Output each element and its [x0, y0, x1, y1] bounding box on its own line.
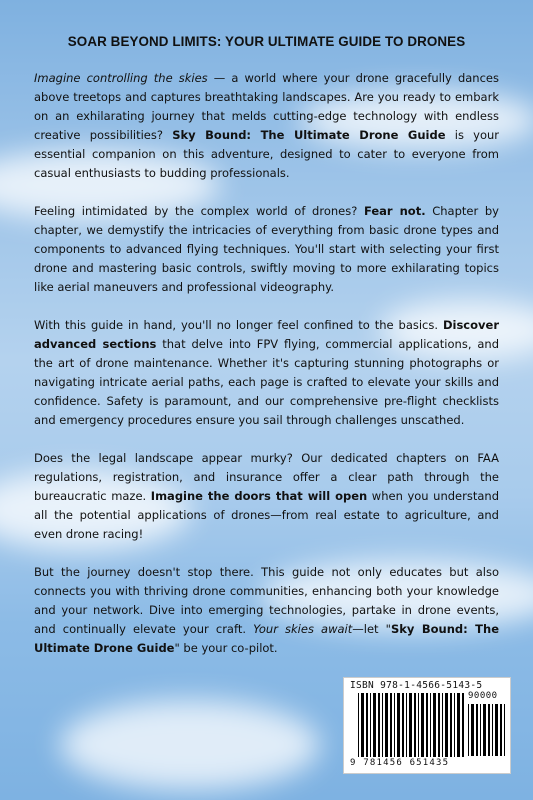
- barcode-bar: [483, 704, 486, 756]
- barcode-bar: [433, 693, 436, 757]
- cloud-decoration: [60, 700, 320, 790]
- barcode-bar: [370, 693, 371, 757]
- barcode-bar: [366, 693, 368, 757]
- bold-text: Fear not.: [363, 204, 426, 218]
- italic-text: Your skies await: [253, 622, 353, 636]
- barcode-bar: [504, 704, 505, 756]
- text-run: —let ": [352, 622, 391, 636]
- paragraph: [34, 69, 499, 183]
- description-body: [34, 69, 499, 658]
- isbn-label: ISBN 978-1-4566-5143-5: [350, 680, 483, 691]
- barcode-bar: [414, 693, 416, 757]
- price-addon-label: 90000: [468, 691, 498, 701]
- barcode-bar: [373, 693, 376, 757]
- barcode-bar: [495, 704, 498, 756]
- text-run: when you understand all the potential applications of drones—from real estate to agriculture, and even drone racing!: [34, 489, 499, 541]
- italic-text: Imagine controlling the skies: [34, 71, 208, 85]
- barcode-bar: [462, 693, 464, 757]
- page-title: SOAR BEYOND LIMITS: YOUR ULTIMATE GUIDE TO DRONES: [67, 34, 466, 49]
- barcode-bar: [418, 693, 419, 757]
- paragraph: [34, 449, 499, 544]
- barcode-bar: [426, 693, 428, 757]
- bold-text: Discover advanced sections: [34, 318, 499, 351]
- text-run: But the journey doesn't stop there. This guide not only educates but also connects you with thriving drone communities, enhancing both your knowledge and your network. Dive into emerging technologies, partake in drone events, and continually elevate your craft.: [34, 565, 499, 636]
- text-run: Does the legal landscape appear murky? Our dedicated chapters on FAA regulations, registration, and insurance offer a clear path through the bureaucratic maze.: [34, 451, 499, 503]
- barcode-bar: [488, 704, 490, 756]
- barcode-bar: [438, 693, 440, 757]
- barcode-bar: [361, 693, 364, 757]
- text-run: Chapter by chapter, we demystify the intricacies of everything from basic drone types and components to advanced flying techniques. You'll start with selecting your first drone and mastering basic controls, swiftly moving to more exhilarating topics like aerial maneuvers and professional videography.: [34, 204, 499, 294]
- barcode-bar: [406, 693, 407, 757]
- barcode-bar: [358, 693, 359, 757]
- text-run: " be your co-pilot.: [174, 641, 278, 655]
- barcode-bar: [421, 693, 424, 757]
- barcode-bar: [450, 693, 452, 757]
- isbn-barcode: [343, 677, 511, 774]
- barcode-bar: [402, 693, 404, 757]
- text-run: is your essential companion on this adventure, designed to cater to everyone from casual enthusiasts to budding professionals.: [34, 128, 499, 180]
- barcode-bar: [480, 704, 481, 756]
- paragraph: [34, 563, 499, 658]
- addon-barcode-bars: [468, 704, 506, 756]
- ean-digits: 9 781456 651435: [350, 758, 450, 768]
- barcode-bar: [390, 693, 392, 757]
- barcode-bar: [454, 693, 455, 757]
- barcode-bar: [500, 704, 502, 756]
- text-run: Feeling intimidated by the complex world of drones?: [34, 204, 364, 218]
- barcode-bar: [430, 693, 431, 757]
- barcode-bar: [382, 693, 383, 757]
- ean-barcode-bars: [358, 693, 464, 757]
- barcode-bar: [468, 704, 469, 756]
- barcode-bar: [385, 693, 388, 757]
- barcode-bar: [457, 693, 460, 757]
- bold-text: Imagine the doors that will open: [150, 489, 368, 503]
- bold-text: Sky Bound: The Ultimate Drone Guide: [172, 128, 446, 142]
- barcode-bar: [492, 704, 493, 756]
- barcode-bar: [394, 693, 395, 757]
- text-run: — a world where your drone gracefully dances above treetops and captures breathtaking landscapes. Are you ready to embark on an exhilarating journey that melds cutting-edge technology with endless creative possibilities?: [34, 71, 499, 142]
- back-cover-text: [34, 34, 499, 677]
- paragraph: [34, 202, 499, 297]
- paragraph: [34, 316, 499, 430]
- barcode-bar: [471, 704, 474, 756]
- barcode-bar: [409, 693, 412, 757]
- barcode-bar: [397, 693, 400, 757]
- bold-text: Sky Bound: The Ultimate Drone Guide: [34, 622, 499, 655]
- text-run: that delve into FPV flying, commercial applications, and the art of drone maintenance. Whether it's capturing stunning photographs or navigating intricate aerial paths, each page is crafted to elevate your skills and confidence. Safety is paramount, and our comprehensive pre-flight checklists and emergency procedures ensure you sail through challenges unscathed.: [34, 337, 499, 427]
- barcode-bar: [445, 693, 448, 757]
- barcode-bar: [476, 704, 478, 756]
- barcode-bar: [378, 693, 380, 757]
- barcode-bar: [442, 693, 443, 757]
- text-run: With this guide in hand, you'll no longer feel confined to the basics.: [34, 318, 443, 332]
